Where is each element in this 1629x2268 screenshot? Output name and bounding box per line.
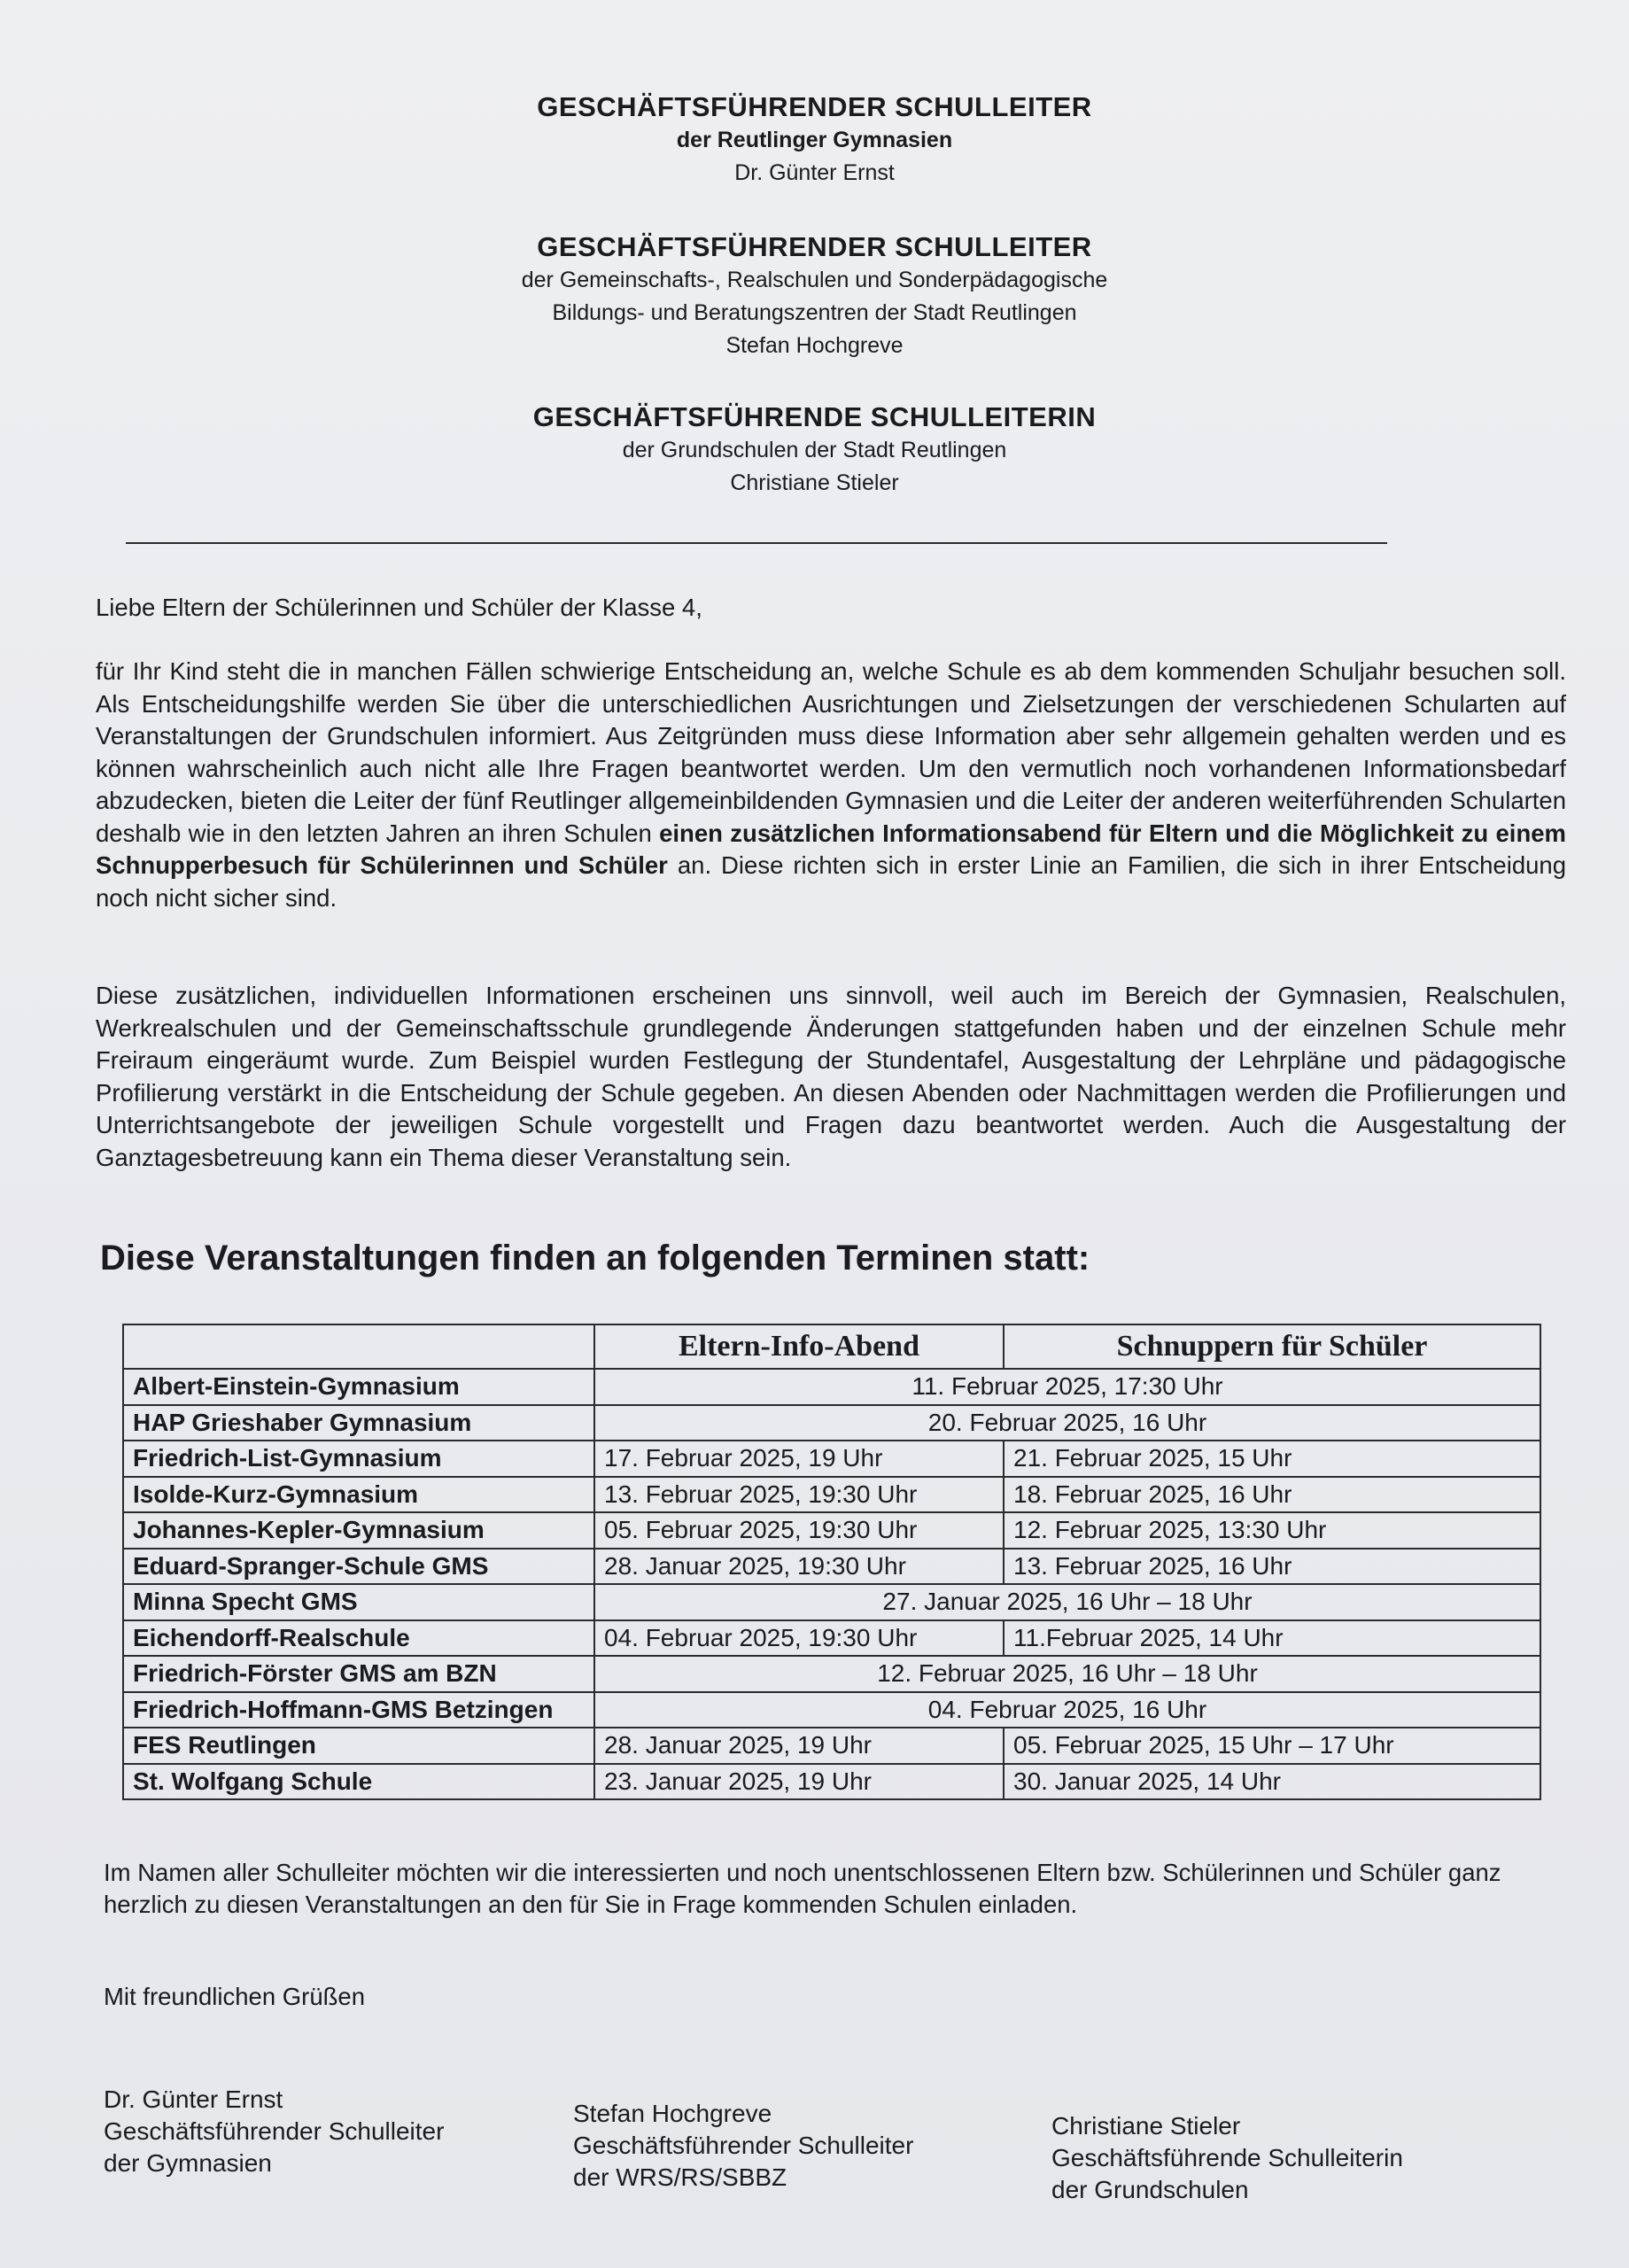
school-name: Albert-Einstein-Gymnasium: [123, 1369, 594, 1405]
paragraph-2: Diese zusätzlichen, individuellen Informationen erscheinen uns sinnvoll, weil auch im Bereich der Gymnasien, Realschulen, Werkrealschulen und der Gemeinschaftsschule grundlegende Änderungen stattgefunden haben und der einzelnen Schule mehr Freiraum eingeräumt wurde. Zum Beispiel wurden Festlegung der Stundentafel, Ausgestaltung der Lehrpläne und pädagogische Profilierung verstärkt in die Entscheidung der Schule gegeben. An diesen Abenden oder Nachmittagen werden die Profilierungen und Unterrichtsangebote der jeweiligen Schule vorgestellt und Fragen dazu beantwortet werden. Auch die Ausgestaltung der Ganztagesbetreuung kann ein Thema dieser Veranstaltung sein.: [96, 982, 1566, 1171]
header-school: [123, 1324, 594, 1369]
eltern-date: 28. Januar 2025, 19:30 Uhr: [594, 1549, 1004, 1585]
table-row: [123, 1549, 1540, 1585]
signature-name: Stefan Hochgreve: [573, 2100, 772, 2127]
schnuppern-date: 21. Februar 2025, 15 Uhr: [1004, 1441, 1540, 1477]
eltern-date: 28. Januar 2025, 19 Uhr: [594, 1728, 1004, 1764]
header-line: Bildungs- und Beratungszentren der Stadt Reutlingen: [552, 300, 1077, 325]
school-name: Friedrich-Förster GMS am BZN: [123, 1656, 594, 1692]
table-row: [123, 1764, 1540, 1800]
header-name: Stefan Hochgreve: [725, 333, 904, 358]
header-block-realschulen: [0, 230, 1629, 362]
signature-role: Geschäftsführende Schulleiterin: [1051, 2144, 1403, 2171]
header-line: der Grundschulen der Stadt Reutlingen: [622, 438, 1007, 462]
school-name: St. Wolfgang Schule: [123, 1764, 594, 1800]
table-header-row: [123, 1324, 1540, 1369]
header-name: Christiane Stieler: [730, 470, 899, 495]
table-row: [123, 1728, 1540, 1764]
table-row: [123, 1584, 1540, 1620]
combined-date: 12. Februar 2025, 16 Uhr – 18 Uhr: [594, 1656, 1540, 1692]
signature-hochgreve: [573, 2098, 913, 2194]
school-name: FES Reutlingen: [123, 1728, 594, 1764]
table-row: [123, 1477, 1540, 1513]
header-schnuppern: Schnuppern für Schüler: [1004, 1324, 1540, 1369]
signature-stieler: [1051, 2110, 1403, 2206]
greeting: Mit freundlichen Grüßen: [104, 1983, 365, 2010]
table-row: [123, 1656, 1540, 1692]
eltern-date: 23. Januar 2025, 19 Uhr: [594, 1764, 1004, 1800]
paragraph-1: [96, 656, 1566, 914]
schnuppern-date: 18. Februar 2025, 16 Uhr: [1004, 1477, 1540, 1513]
header-name: Dr. Günter Ernst: [734, 160, 895, 185]
signature-role: Geschäftsführender Schulleiter: [104, 2117, 445, 2145]
header-block-grundschulen: [0, 400, 1629, 500]
signature-name: Christiane Stieler: [1051, 2112, 1241, 2140]
header-divider: [126, 542, 1387, 544]
header-line: der Reutlinger Gymnasien: [676, 128, 953, 152]
signature-scope: der Gymnasien: [104, 2149, 272, 2177]
header-title: GESCHÄFTSFÜHRENDE SCHULLEITERIN: [532, 401, 1097, 432]
header-line: der Gemeinschafts-, Realschulen und Sonderpädagogische: [521, 268, 1108, 292]
table-row: [123, 1512, 1540, 1549]
schnuppern-date: 30. Januar 2025, 14 Uhr: [1004, 1764, 1540, 1800]
schnuppern-date: 13. Februar 2025, 16 Uhr: [1004, 1549, 1540, 1585]
signature-name: Dr. Günter Ernst: [104, 2085, 283, 2113]
header-block-gymnasien: [0, 90, 1629, 190]
section-heading: Diese Veranstaltungen finden an folgenden Terminen statt:: [100, 1239, 1090, 1278]
table-row: [123, 1620, 1540, 1657]
signature-scope: der Grundschulen: [1051, 2176, 1249, 2203]
school-name: Isolde-Kurz-Gymnasium: [123, 1477, 594, 1513]
table-row: [123, 1692, 1540, 1728]
eltern-date: 04. Februar 2025, 19:30 Uhr: [594, 1620, 1004, 1657]
header-title: GESCHÄFTSFÜHRENDER SCHULLEITER: [537, 91, 1092, 122]
eltern-date: 13. Februar 2025, 19:30 Uhr: [594, 1477, 1004, 1513]
school-name: Minna Specht GMS: [123, 1584, 594, 1620]
closing-paragraph: Im Namen aller Schulleiter möchten wir die interessierten und noch unentschlossenen Eltern bzw. Schülerinnen und Schüler ganz herzlich zu diesen Veranstaltungen an den für Sie in Frage kommenden Schulen einladen.: [104, 1859, 1501, 1918]
combined-date: 27. Januar 2025, 16 Uhr – 18 Uhr: [594, 1584, 1540, 1620]
schnuppern-date: 05. Februar 2025, 15 Uhr – 17 Uhr: [1004, 1728, 1540, 1764]
paragraph-1-highlight: einen zusätzlichen Informationsabend für Eltern und die Möglichkeit zu einem Schnupperbesuch für Schülerinnen und Schüler: [96, 819, 1566, 879]
schnuppern-date: 11.Februar 2025, 14 Uhr: [1004, 1620, 1540, 1657]
school-name: Friedrich-List-Gymnasium: [123, 1441, 594, 1477]
school-name: Friedrich-Hoffmann-GMS Betzingen: [123, 1692, 594, 1728]
school-name: Eduard-Spranger-Schule GMS: [123, 1549, 594, 1585]
table-row: [123, 1441, 1540, 1477]
signature-scope: der WRS/RS/SBBZ: [573, 2163, 787, 2191]
eltern-date: 05. Februar 2025, 19:30 Uhr: [594, 1512, 1004, 1549]
school-name: Johannes-Kepler-Gymnasium: [123, 1512, 594, 1549]
combined-date: 20. Februar 2025, 16 Uhr: [594, 1405, 1540, 1441]
table-row: [123, 1405, 1540, 1441]
signature-ernst: [104, 2084, 444, 2179]
paragraph-1-text-a: für Ihr Kind steht die in manchen Fällen schwierige Entscheidung an, welche Schule es ab dem kommenden Schuljahr besuchen soll. Als Entscheidungshilfe werden Sie über die unterschiedlichen Ausrichtungen und Zielsetzungen der verschiedenen Schularten auf Veranstaltungen der Grundschulen informiert. Aus Zeitgründen muss diese Information aber sehr allgemein gehalten werden und es können wahrscheinlich auch nicht alle Ihre Fragen beantwortet werden. Um den vermutlich noch vorhandenen Informationsbedarf abzudecken, bieten die Leiter der fünf Reutlinger allgemeinbildenden Gymnasien und die Leiter der anderen weiterführenden Schularten deshalb wie in den letzten Jahren an ihren Schulen: [96, 657, 1566, 847]
eltern-date: 17. Februar 2025, 19 Uhr: [594, 1441, 1004, 1477]
schnuppern-date: 12. Februar 2025, 13:30 Uhr: [1004, 1512, 1540, 1549]
school-name: HAP Grieshaber Gymnasium: [123, 1405, 594, 1441]
schedule-table: [122, 1324, 1541, 1800]
paragraph-1-text-b: an. Diese richten sich in erster Linie an Familien, die sich in ihrer Entscheidung noch nicht sicher sind.: [96, 851, 1566, 912]
header-eltern-info-abend: Eltern-Info-Abend: [594, 1324, 1004, 1369]
salutation: Liebe Eltern der Schülerinnen und Schüler der Klasse 4,: [96, 594, 702, 621]
header-title: GESCHÄFTSFÜHRENDER SCHULLEITER: [537, 231, 1092, 262]
combined-date: 11. Februar 2025, 17:30 Uhr: [594, 1369, 1540, 1405]
combined-date: 04. Februar 2025, 16 Uhr: [594, 1692, 1540, 1728]
signature-role: Geschäftsführender Schulleiter: [573, 2132, 914, 2159]
table-row: [123, 1369, 1540, 1405]
school-name: Eichendorff-Realschule: [123, 1620, 594, 1657]
